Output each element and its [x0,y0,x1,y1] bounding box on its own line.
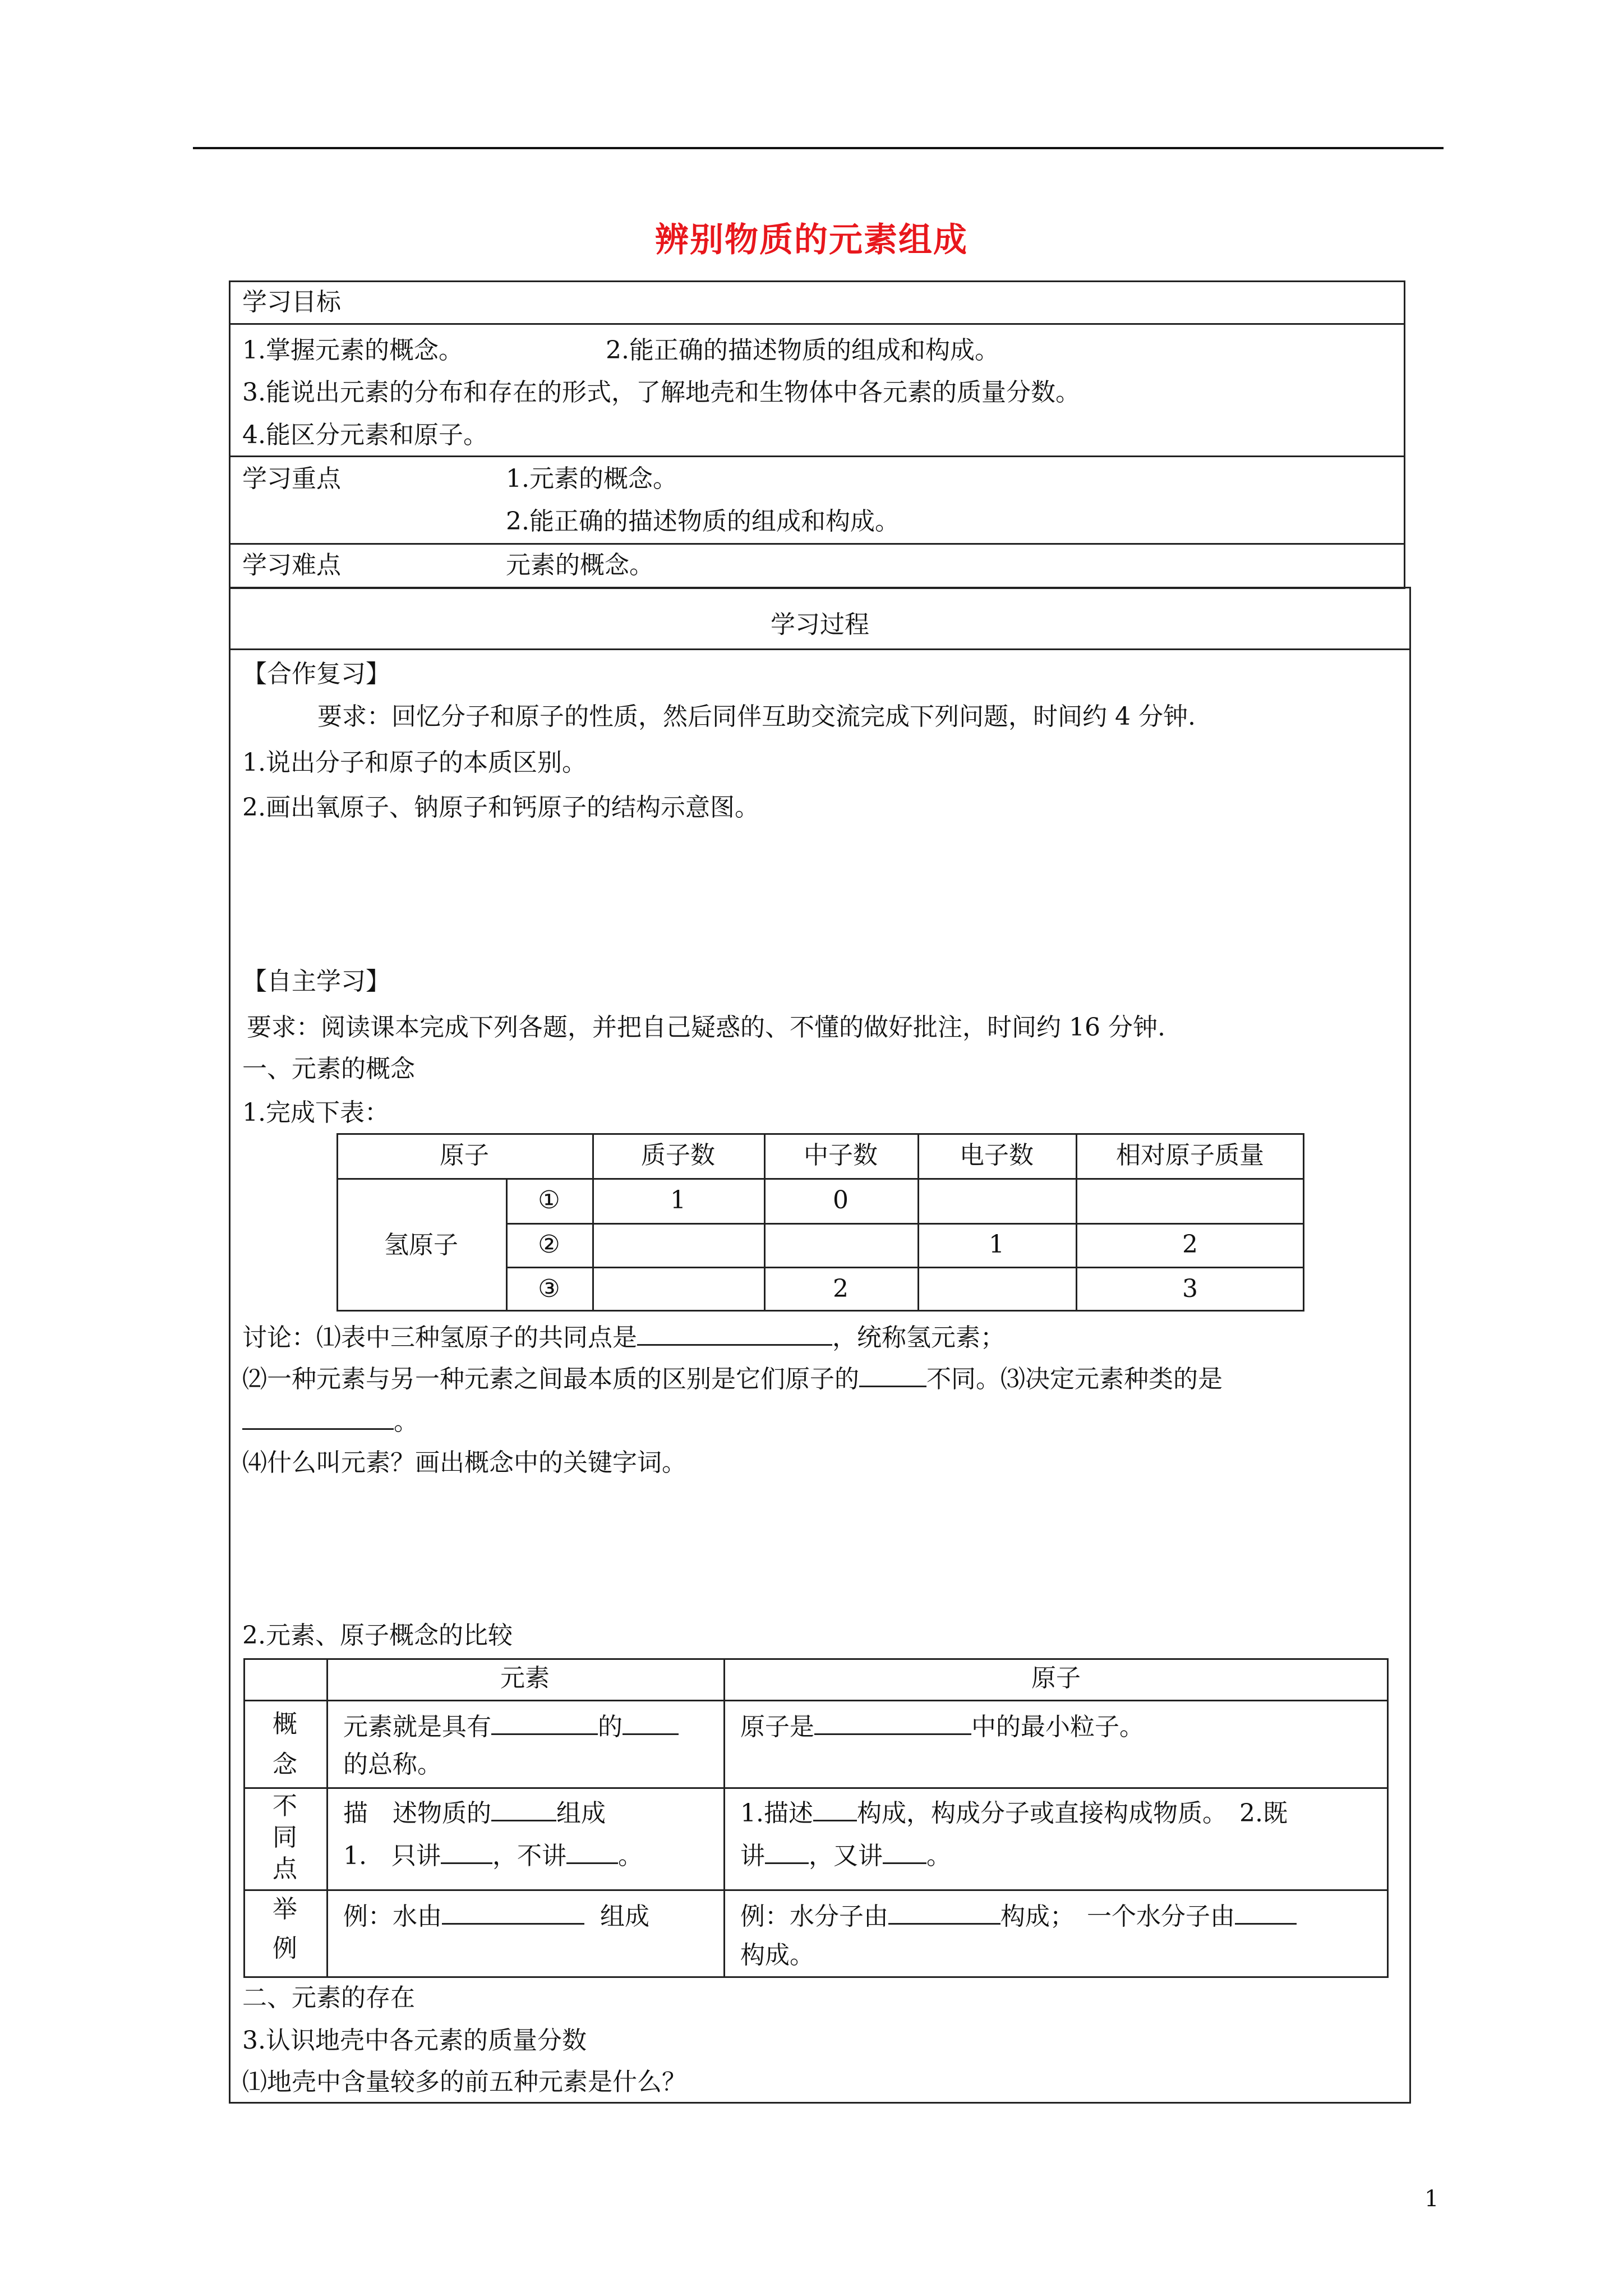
fill-blank[interactable] [623,1709,679,1735]
cell-neutrons: 2 [833,1274,849,1303]
divider [229,323,1405,325]
question-3: 3.认识地壳中各元素的质量分数 [242,2026,587,2055]
difference-element-end: 。 [617,1842,643,1870]
key-points-label: 学习重点 [242,464,341,493]
discussion-1 [242,1319,1005,1354]
row-id: ① [538,1186,560,1214]
row-label-example: 举 [273,1895,297,1924]
difference-element-1 [343,1795,606,1829]
divider [229,455,1405,457]
divider [723,1658,725,1978]
fill-blank[interactable] [491,1709,598,1735]
concept-atom [740,1709,1144,1743]
header-atom: 原子 [440,1141,489,1170]
row-label-concept: 念 [273,1750,297,1779]
header-rule [193,147,1444,149]
row-id: ② [538,1230,560,1259]
process-header: 学习过程 [771,610,869,639]
concept-element-text: 元素就是具有 [343,1713,491,1741]
example-atom-end: 构成。 [740,1941,814,1970]
fill-blank[interactable] [637,1319,832,1346]
review-requirement: 要求：回忆分子和原子的性质，然后同伴互助交流完成下列问题，时间约 4 分钟. [317,702,1196,731]
difference-element-text: 描 述物质的 [343,1799,491,1828]
difference-atom-tail: 构成，构成分子或直接构成物质。 2.既 [856,1799,1288,1828]
fill-blank[interactable] [859,1361,926,1387]
discussion-2 [242,1361,1223,1395]
discussion-2-text: ⑵一种元素与另一种元素之间最本质的区别是它们原子的 [242,1365,859,1393]
example-atom-mid: 构成； 一个水分子由 [1000,1902,1235,1931]
concept-element [343,1709,679,1743]
cell-neutrons: 0 [833,1186,849,1214]
divider [506,1223,1304,1225]
difference-element-text: 1. 只讲 [343,1842,441,1870]
fill-blank[interactable] [883,1838,926,1864]
review-question-2: 2.画出氧原子、钠原子和钙原子的结构示意图。 [242,793,759,822]
discussion-1-text: 讨论：⑴表中三种氢原子的共同点是 [242,1323,637,1352]
example-atom-text: 例：水分子由 [740,1902,888,1931]
row-label-difference: 不 [273,1792,297,1820]
section-2-heading: 二、元素的存在 [242,1984,415,2012]
divider [243,1700,1389,1701]
compare-title: 2.元素、原子概念的比较 [242,1621,513,1650]
concept-element-mid: 的 [598,1713,623,1741]
self-study-title: 【自主学习】 [242,967,390,996]
discussion-3 [242,1404,418,1438]
header-mass: 相对原子质量 [1116,1141,1264,1170]
row-label-hydrogen: 氢原子 [384,1231,458,1259]
fill-blank[interactable] [888,1898,1000,1925]
divider [336,1178,1304,1180]
divider [243,1889,1389,1891]
row-label-difference: 同 [273,1823,297,1852]
question-1: 1.完成下表： [242,1098,389,1127]
review-question-1: 1.说出分子和原子的本质区别。 [242,748,587,777]
fill-blank[interactable] [814,1709,971,1735]
key-point-1: 1.元素的概念。 [506,464,677,493]
cell-electrons: 1 [989,1230,1004,1259]
header-electrons: 电子数 [960,1141,1034,1170]
page-title: 辨别物质的元素组成 [655,220,968,260]
example-element-tail: 组成 [600,1902,649,1931]
question-3a: ⑴地壳中含量较多的前五种元素是什么？ [242,2068,686,2096]
fill-blank[interactable] [813,1795,857,1821]
row-label-concept: 概 [273,1710,297,1738]
discussion-3-tail: 。 [394,1407,418,1436]
difference-element-tail: 组成 [556,1799,606,1828]
discussion-1-tail: ，统称氢元素； [832,1323,1005,1352]
divider [229,543,1405,545]
concept-atom-text: 原子是 [740,1713,814,1741]
objectives-header: 学习目标 [242,288,341,316]
difference-atom-1 [740,1795,1288,1829]
row-id: ③ [538,1274,560,1303]
difficulty-text: 元素的概念。 [506,551,654,579]
divider [326,1658,328,1978]
difference-element-2 [343,1838,643,1872]
cell-mass: 2 [1182,1230,1198,1259]
divider [229,648,1411,650]
example-element-text: 例：水由 [343,1902,442,1931]
fill-blank[interactable] [441,1838,492,1864]
discussion-4: ⑷什么叫元素？画出概念中的关键字词。 [242,1448,686,1477]
fill-blank[interactable] [1235,1898,1297,1925]
fill-blank[interactable] [442,1898,584,1925]
section-1-heading: 一、元素的概念 [242,1055,415,1083]
difficulty-label: 学习难点 [242,551,341,579]
review-title: 【合作复习】 [242,660,390,688]
row-label-difference: 点 [273,1855,297,1883]
fill-blank[interactable] [242,1404,394,1430]
cell-protons: 1 [670,1186,686,1214]
key-point-2: 2.能正确的描述物质的组成和构成。 [506,507,900,536]
fill-blank[interactable] [566,1838,618,1864]
objective-4: 4.能区分元素和原子。 [242,421,488,449]
example-atom [740,1898,1297,1932]
difference-atom-text: 讲 [740,1842,765,1870]
fill-blank[interactable] [765,1838,809,1864]
divider [243,1787,1389,1789]
objective-3: 3.能说出元素的分布和存在的形式，了解地壳和生物体中各元素的质量分数。 [242,378,1080,407]
cell-mass: 3 [1182,1274,1198,1303]
header-neutrons: 中子数 [804,1141,878,1170]
divider [506,1267,1304,1268]
difference-atom-2 [740,1838,951,1872]
difference-atom-mid: ，又讲 [809,1842,883,1870]
concept-atom-tail: 中的最小粒子。 [971,1713,1144,1741]
objective-2: 2.能正确的描述物质的组成和构成。 [606,336,999,365]
header-protons: 质子数 [641,1141,715,1170]
difference-atom-text: 1.描述 [740,1799,813,1828]
difference-atom-end: 。 [926,1842,951,1870]
objective-1: 1.掌握元素的概念。 [242,336,463,365]
fill-blank[interactable] [491,1795,556,1821]
self-study-requirement: 要求：阅读课本完成下列各题，并把自己疑惑的、不懂的做好批注，时间约 16 分钟. [247,1013,1165,1042]
discussion-2-tail: 不同。⑶决定元素种类的是 [926,1365,1223,1393]
concept-element-end: 的总称。 [343,1750,442,1779]
example-element [343,1898,649,1932]
difference-element-mid: ，不讲 [492,1842,566,1870]
page-number: 1 [1424,2186,1439,2212]
column-element: 元素 [500,1664,550,1692]
row-label-example: 例 [273,1934,297,1963]
column-atom: 原子 [1031,1664,1081,1692]
